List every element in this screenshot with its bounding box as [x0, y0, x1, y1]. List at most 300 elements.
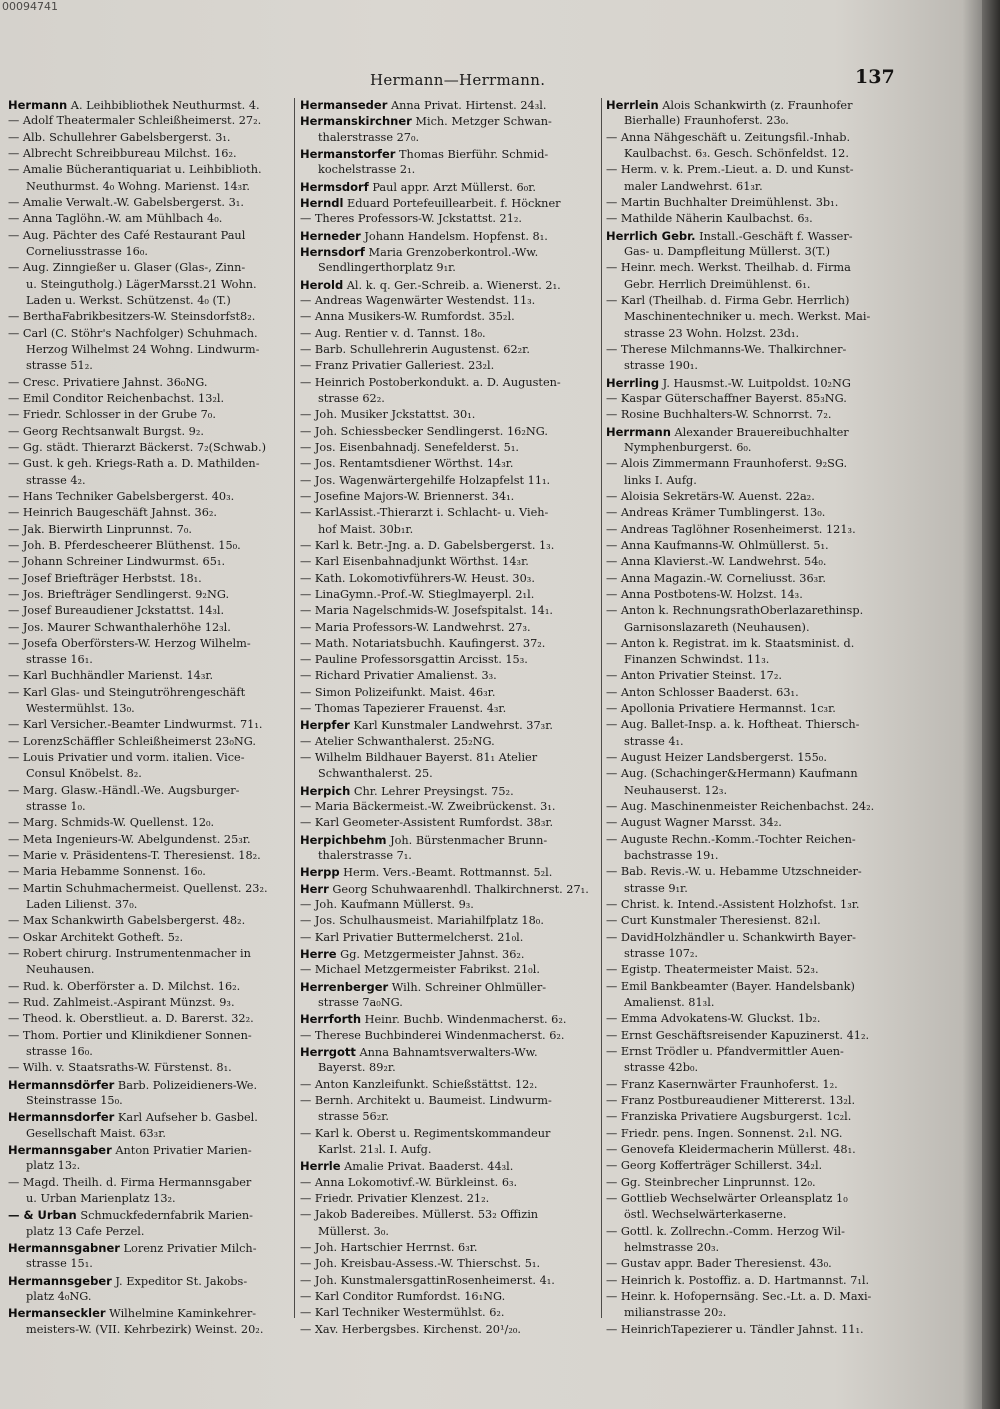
- entry-text: Joh. Bürstenmacher Brunn-: [386, 833, 548, 847]
- entry-line: [8, 538, 290, 554]
- entry-line: [606, 162, 898, 178]
- entry-text: — Johann Schreiner Lindwurmst. 65₁.: [8, 555, 226, 569]
- entry-line: [8, 407, 290, 423]
- entry-continuation-line: [8, 244, 290, 260]
- entry-text: — Therese Buchbinderei Windenmacherst. 6₂.: [300, 1028, 565, 1042]
- page-number: 137: [855, 66, 895, 88]
- surname: Herrlich Gebr.: [606, 228, 696, 243]
- column-1: [8, 97, 290, 1338]
- entry-text: — Xav. Herbergsbes. Kirchenst. 20¹/₂₀.: [300, 1322, 521, 1336]
- entry-line: [606, 505, 898, 521]
- entry-text: Thomas Bierführ. Schmid-: [395, 147, 549, 161]
- entry-text: — Josef Briefträger Herbstst. 18₁.: [8, 571, 202, 585]
- entry-continuation-line: [606, 881, 898, 897]
- entry-line: [8, 522, 290, 538]
- entry-line: [606, 293, 898, 309]
- entry-line: [8, 260, 290, 276]
- entry-continuation-line: [8, 1158, 290, 1174]
- entry-heading-line: [8, 1305, 290, 1321]
- entry-text: — Cresc. Privatiere Jahnst. 36₀NG.: [8, 375, 208, 389]
- surname: Hermanseder: [300, 98, 388, 112]
- column-divider-2: [601, 98, 602, 1318]
- entry-text: strasse 56₂r.: [318, 1110, 389, 1124]
- entry-text: — Wilhelm Bildhauer Bayerst. 81₁ Atelier: [300, 751, 538, 765]
- surname: Herre: [300, 947, 337, 962]
- entry-continuation-line: [606, 1060, 898, 1076]
- entry-line: [8, 162, 290, 178]
- entry-text: Lorenz Privatier Milch-: [119, 1241, 257, 1255]
- entry-line: [300, 1305, 598, 1321]
- entry-line: [8, 146, 290, 162]
- entry-text: strasse 16₁.: [26, 653, 93, 667]
- entry-text: — Friedr. Privatier Klenzest. 21₂.: [300, 1191, 490, 1205]
- entry-line: [606, 799, 898, 815]
- entry-text: — Louis Privatier und vorm. italien. Vice-: [8, 751, 245, 765]
- book-edge: [982, 0, 1000, 1409]
- surname: Hermannsgeber: [8, 1273, 112, 1288]
- surname: Herndl: [300, 195, 344, 210]
- entry-line: [606, 489, 898, 505]
- entry-text: — Joh. Kreisbau-Assess.-W. Thierschst. 5₁.: [300, 1257, 541, 1271]
- entry-continuation-line: [606, 848, 898, 864]
- entry-continuation-line: [606, 309, 898, 325]
- entry-text: Finanzen Schwindst. 11₃.: [624, 653, 770, 667]
- entry-text: Alexander Brauereibuchhalter: [670, 425, 849, 439]
- surname: Hermanseckler: [8, 1306, 106, 1321]
- entry-line: [606, 1093, 898, 1109]
- surname: Herrlein: [606, 98, 659, 112]
- entry-text: — Gg. städt. Thierarzt Bäckerst. 7₂(Schwab.): [8, 440, 266, 454]
- entry-text: — Emma Advokatens-W. Gluckst. 1b₂.: [606, 1012, 821, 1026]
- entry-heading-line: [606, 97, 898, 113]
- entry-continuation-line: [606, 1305, 898, 1321]
- entry-heading-line: [300, 244, 598, 260]
- surname: Herpp: [300, 865, 340, 880]
- entry-text: strasse 9₁r.: [624, 881, 688, 895]
- entry-text: — Pauline Professorsgattin Arcisst. 15₃.: [300, 653, 528, 667]
- entry-text: — Christ. k. Intend.-Assistent Holzhofst. 1₃r.: [606, 898, 860, 912]
- entry-text: — Emil Bankbeamter (Bayer. Handelsbank): [606, 979, 855, 993]
- entry-text: Maschinentechniker u. mech. Werkst. Mai-: [624, 310, 871, 324]
- entry-line: [300, 554, 598, 570]
- entry-text: Alois Schankwirth (z. Fraunhofer: [658, 99, 853, 112]
- entry-continuation-line: [300, 260, 598, 276]
- entry-text: — Gottl. k. Zollrechn.-Comm. Herzog Wil-: [606, 1224, 845, 1238]
- entry-text: — Thom. Portier und Klinikdiener Sonnen-: [8, 1028, 252, 1042]
- entry-line: [300, 309, 598, 325]
- surname: Hermannsgabner: [8, 1240, 120, 1255]
- entry-text: — Kaspar Güterschaffner Bayerst. 85₃NG.: [606, 391, 847, 405]
- entry-line: [8, 946, 290, 962]
- entry-heading-line: [300, 717, 598, 733]
- entry-text: — Ernst Trödler u. Pfandvermittler Auen-: [606, 1045, 844, 1059]
- entry-heading-line: [300, 864, 598, 880]
- entry-text: Install.-Geschäft f. Wasser-: [695, 229, 853, 243]
- entry-line: [300, 407, 598, 423]
- entry-text: — Robert chirurg. Instrumentenmacher in: [8, 947, 251, 961]
- entry-text: Chr. Lehrer Preysingst. 75₂.: [350, 784, 514, 798]
- entry-text: — Aug. Pächter des Café Restaurant Paul: [8, 228, 246, 242]
- surname: Herrling: [606, 375, 660, 390]
- entry-line: [300, 538, 598, 554]
- entry-text: — Magd. Theilh. d. Firma Hermannsgaber: [8, 1175, 252, 1189]
- entry-text: Anna Bahnamtsverwalters-Ww.: [355, 1046, 538, 1060]
- entry-text: strasse 23 Wohn. Holzst. 23d₁.: [624, 326, 800, 340]
- entry-continuation-line: [8, 179, 290, 195]
- entry-text: — Anton Schlosser Baaderst. 63₁.: [606, 685, 799, 699]
- entry-line: [300, 1175, 598, 1191]
- entry-text: — Anna Lokomotivf.-W. Bürkleinst. 6₃.: [300, 1175, 518, 1189]
- entry-line: [8, 1028, 290, 1044]
- entry-text: — BerthaFabrikbesitzers-W. Steinsdorfst8₂.: [8, 310, 256, 324]
- entry-text: milianstrasse 20₂.: [624, 1306, 727, 1320]
- entry-heading-line: [300, 146, 598, 162]
- entry-text: Heinr. Buchb. Windenmacherst. 6₂.: [361, 1013, 567, 1027]
- entry-text: — Anton k. Registrat. im k. Staatsminist. d.: [606, 636, 855, 650]
- entry-line: [606, 685, 898, 701]
- entry-text: J. Expeditor St. Jakobs-: [111, 1274, 248, 1288]
- entry-continuation-line: [606, 946, 898, 962]
- entry-continuation-line: [606, 652, 898, 668]
- entry-text: helmstrasse 20₃.: [624, 1240, 720, 1254]
- entry-line: [300, 358, 598, 374]
- entry-text: — Michael Metzgermeister Fabrikst. 21₀l.: [300, 963, 540, 977]
- entry-line: [300, 211, 598, 227]
- entry-continuation-line: [606, 995, 898, 1011]
- entry-line: [8, 1011, 290, 1027]
- entry-line: [300, 1093, 598, 1109]
- entry-continuation-line: [606, 783, 898, 799]
- entry-line: [606, 897, 898, 913]
- entry-text: — Jakob Badereibes. Müllerst. 53₂ Offizin: [300, 1208, 539, 1222]
- entry-text: A. Leihbibliothek Neuthurmst. 4.: [67, 99, 260, 112]
- running-head: Hermann—Herrmann.: [370, 71, 546, 89]
- archive-id: 00094741: [2, 0, 58, 13]
- entry-line: [300, 734, 598, 750]
- entry-text: — Anna Postbotens-W. Holzst. 14₃.: [606, 587, 803, 601]
- entry-line: [8, 815, 290, 831]
- entry-line: [606, 1109, 898, 1125]
- entry-continuation-line: [300, 766, 598, 782]
- entry-text: — DavidHolzhändler u. Schankwirth Bayer-: [606, 930, 856, 944]
- entry-continuation-line: [300, 848, 598, 864]
- entry-text: — Atelier Schwanthalerst. 25₂NG.: [300, 734, 495, 748]
- entry-line: [8, 734, 290, 750]
- entry-line: [300, 424, 598, 440]
- entry-continuation-line: [8, 701, 290, 717]
- entry-continuation-line: [8, 277, 290, 293]
- entry-line: [8, 832, 290, 848]
- entry-text: — Wilh. v. Staatsraths-W. Fürstenst. 8₁.: [8, 1061, 232, 1075]
- entry-text: u. Steingutholg.) LägerMarsst.21 Wohn.: [26, 277, 257, 291]
- entry-text: — Rud. k. Oberförster a. D. Milchst. 16₂.: [8, 979, 241, 993]
- entry-line: [300, 685, 598, 701]
- entry-continuation-line: [8, 652, 290, 668]
- entry-text: — Joh. Kaufmann Müllerst. 9₃.: [300, 898, 474, 912]
- entry-text: — Karl Geometer-Assistent Rumfordst. 38₃r.: [300, 816, 554, 830]
- entry-text: strasse 4₁.: [624, 734, 684, 748]
- entry-heading-line: [300, 1044, 598, 1060]
- entry-line: [300, 505, 598, 521]
- entry-text: — Theres Professors-W. Jckstattst. 21₂.: [300, 212, 523, 226]
- entry-text: — Amalie Verwalt.-W. Gabelsbergerst. 3₁.: [8, 195, 244, 209]
- entry-line: [606, 407, 898, 423]
- entry-text: strasse 107₂.: [624, 947, 699, 961]
- entry-line: [300, 930, 598, 946]
- entry-continuation-line: [606, 113, 898, 129]
- entry-text: Herm. Vers.-Beamt. Rottmannst. 5₂l.: [339, 866, 553, 880]
- entry-text: Nymphenburgerst. 6₀.: [624, 440, 752, 454]
- entry-text: Westermühlst. 13₀.: [26, 702, 135, 716]
- entry-text: thalerstrasse 27₀.: [318, 130, 420, 144]
- entry-line: [8, 995, 290, 1011]
- entry-text: — Anna Klavierst.-W. Landwehrst. 54₀.: [606, 555, 827, 569]
- entry-line: [606, 391, 898, 407]
- entry-text: — Gg. Steinbrecher Linprunnst. 12₀.: [606, 1175, 816, 1189]
- entry-line: [606, 1191, 898, 1207]
- entry-text: Müllerst. 3₀.: [318, 1224, 389, 1238]
- entry-text: — Aloisia Sekretärs-W. Auenst. 22a₂.: [606, 489, 815, 503]
- entry-line: [8, 391, 290, 407]
- entry-continuation-line: [8, 799, 290, 815]
- entry-text: — Karl (Theilhab. d. Firma Gebr. Herrlich): [606, 293, 850, 307]
- entry-line: [606, 1126, 898, 1142]
- entry-line: [300, 1322, 598, 1338]
- entry-text: — Maria Nagelschmids-W. Josefspitalst. 14₁.: [300, 604, 553, 618]
- entry-text: Schwanthalerst. 25.: [318, 767, 433, 781]
- entry-text: — Friedr. pens. Ingen. Sonnenst. 2₁l. NG.: [606, 1126, 843, 1140]
- entry-line: [606, 1011, 898, 1027]
- entry-continuation-line: [300, 1142, 598, 1158]
- entry-text: Karl Kunstmaler Landwehrst. 37₃r.: [349, 719, 553, 733]
- entry-continuation-line: [8, 358, 290, 374]
- entry-line: [606, 750, 898, 766]
- entry-text: — Andreas Krämer Tumblingerst. 13₀.: [606, 506, 826, 520]
- entry-text: — Anna Nähgeschäft u. Zeitungsfil.-Inhab.: [606, 130, 851, 144]
- entry-text: platz 4₀NG.: [26, 1289, 92, 1303]
- entry-line: [8, 228, 290, 244]
- entry-text: — Anton Kanzleifunkt. Schießstättst. 12₂.: [300, 1077, 538, 1091]
- entry-text: Georg Schuhwaarenhdl. Thalkirchnerst. 27₁.: [328, 882, 589, 896]
- entry-line: [300, 897, 598, 913]
- entry-text: — Franz Postbureaudiener Mittererst. 13₂l.: [606, 1094, 856, 1108]
- entry-continuation-line: [8, 766, 290, 782]
- entry-text: Gesellschaft Maist. 63₃r.: [26, 1126, 166, 1140]
- entry-line: [8, 571, 290, 587]
- entry-text: — Franz Kasernwärter Fraunhoferst. 1₂.: [606, 1077, 838, 1091]
- entry-line: [300, 815, 598, 831]
- entry-text: — Joh. Schiessbecker Sendlingerst. 16₂NG.: [300, 424, 548, 438]
- entry-text: — Mathilde Näherin Kaulbachst. 6₃.: [606, 212, 813, 226]
- entry-text: thalerstrasse 7₁.: [318, 849, 412, 863]
- entry-line: [8, 440, 290, 456]
- entry-text: Paul appr. Arzt Müllerst. 6₀r.: [368, 180, 536, 194]
- entry-text: — LinaGymn.-Prof.-W. Stieglmayerpl. 2₁l.: [300, 587, 535, 601]
- entry-text: — Joh. KunstmalersgattinRosenheimerst. 4₁.: [300, 1273, 555, 1287]
- entry-line: [606, 962, 898, 978]
- surname: Herrle: [300, 1159, 341, 1174]
- entry-text: maler Landwehrst. 61₃r.: [624, 179, 763, 193]
- entry-line: [606, 1175, 898, 1191]
- entry-continuation-line: [606, 146, 898, 162]
- entry-line: [606, 832, 898, 848]
- entry-text: — Heinr. mech. Werkst. Theilhab. d. Firma: [606, 261, 851, 275]
- entry-line: [606, 1142, 898, 1158]
- entry-text: — Thomas Tapezierer Frauenst. 4₃r.: [300, 702, 507, 716]
- entry-text: — Rosine Buchhalters-W. Schnorrst. 7₂.: [606, 408, 832, 422]
- entry-line: [8, 685, 290, 701]
- entry-text: — Anna Musikers-W. Rumfordst. 35₂l.: [300, 310, 515, 324]
- entry-continuation-line: [300, 162, 598, 178]
- entry-heading-line: [300, 228, 598, 244]
- entry-heading-line: [300, 946, 598, 962]
- entry-continuation-line: [8, 342, 290, 358]
- entry-line: [606, 456, 898, 472]
- entry-continuation-line: [8, 1322, 290, 1338]
- entry-text: strasse 1₀.: [26, 800, 86, 814]
- entry-heading-line: [300, 1158, 598, 1174]
- entry-continuation-line: [300, 522, 598, 538]
- entry-line: [8, 603, 290, 619]
- entry-text: — Maria Professors-W. Landwehrst. 27₃.: [300, 620, 531, 634]
- entry-line: [8, 881, 290, 897]
- entry-text: — Math. Notariatsbuchh. Kaufingerst. 37₂.: [300, 636, 546, 650]
- entry-text: — Emil Conditor Reichenbachst. 13₂l.: [8, 391, 225, 405]
- entry-line: [8, 783, 290, 799]
- entry-heading-line: [606, 375, 898, 391]
- entry-heading-line: [300, 881, 598, 897]
- entry-text: — Ernst Geschäftsreisender Kapuzinerst. 41₂.: [606, 1028, 870, 1042]
- entry-line: [300, 326, 598, 342]
- entry-line: [606, 1158, 898, 1174]
- entry-heading-line: [300, 783, 598, 799]
- entry-line: [8, 211, 290, 227]
- entry-text: — Aug. (Schachinger&Hermann) Kaufmann: [606, 767, 858, 781]
- entry-text: — Josefine Majors-W. Briennerst. 34₁.: [300, 489, 515, 503]
- entry-continuation-line: [606, 473, 898, 489]
- entry-text: Amalienst. 81₃l.: [624, 996, 715, 1010]
- entry-line: [606, 260, 898, 276]
- entry-line: [300, 587, 598, 603]
- entry-text: — Max Schankwirth Gabelsbergerst. 48₂.: [8, 914, 246, 928]
- entry-line: [300, 1273, 598, 1289]
- entry-text: Sendlingerthorplatz 9₁r.: [318, 261, 456, 275]
- entry-line: [8, 489, 290, 505]
- entry-text: — Heinrich Postoberkondukt. a. D. Augusten-: [300, 375, 561, 389]
- entry-continuation-line: [606, 244, 898, 260]
- entry-text: — Rud. Zahlmeist.-Aspirant Münzst. 9₃.: [8, 996, 235, 1010]
- entry-line: [300, 1240, 598, 1256]
- entry-continuation-line: [606, 277, 898, 293]
- entry-text: — Karl Buchhändler Marienst. 14₃r.: [8, 669, 214, 683]
- entry-heading-line: [8, 1273, 290, 1289]
- entry-line: [8, 1175, 290, 1191]
- entry-text: — Meta Ingenieurs-W. Abelgundenst. 25₃r.: [8, 832, 251, 846]
- entry-text: u. Urban Marienplatz 13₂.: [26, 1191, 176, 1205]
- entry-line: [300, 1191, 598, 1207]
- entry-line: [606, 211, 898, 227]
- entry-text: — Martin Buchhalter Dreimühlenst. 3b₁.: [606, 195, 839, 209]
- entry-continuation-line: [8, 1256, 290, 1272]
- entry-text: Karl Aufseher b. Gasbel.: [114, 1111, 258, 1125]
- entry-text: — Joh. Hartschier Herrnst. 6₃r.: [300, 1240, 478, 1254]
- entry-text: — Anton Privatier Steinst. 17₂.: [606, 669, 782, 683]
- entry-text: bachstrasse 19₁.: [624, 849, 719, 863]
- entry-line: [8, 913, 290, 929]
- entry-text: — Theod. k. Oberstlieut. a. D. Barerst. 32₂.: [8, 1012, 254, 1026]
- entry-heading-line: [606, 228, 898, 244]
- entry-text: platz 13 Cafe Perzel.: [26, 1224, 145, 1238]
- entry-text: — Marg. Glasw.-Händl.-We. Augsburger-: [8, 783, 240, 797]
- entry-line: [606, 587, 898, 603]
- entry-continuation-line: [8, 1224, 290, 1240]
- entry-continuation-line: [8, 473, 290, 489]
- entry-text: — Amalie Bücherantiquariat u. Leihbiblioth.: [8, 163, 262, 177]
- entry-text: — Oskar Architekt Gotheft. 5₂.: [8, 930, 184, 944]
- surname: Hernsdorf: [300, 244, 365, 259]
- entry-text: — Karl Conditor Rumfordst. 16₁NG.: [300, 1289, 506, 1303]
- entry-line: [8, 864, 290, 880]
- entry-line: [8, 636, 290, 652]
- entry-text: — Jos. Rentamtsdiener Wörthst. 14₃r.: [300, 457, 514, 471]
- surname: Hermann: [8, 98, 68, 112]
- entry-line: [300, 799, 598, 815]
- entry-text: strasse 51₂.: [26, 359, 93, 373]
- entry-text: Laden Lilienst. 37₀.: [26, 898, 138, 912]
- entry-line: [606, 342, 898, 358]
- entry-text: — Hans Techniker Gabelsbergerst. 40₃.: [8, 489, 235, 503]
- entry-text: — Anna Kaufmanns-W. Ohlmüllerst. 5₁.: [606, 538, 829, 552]
- entry-text: — Karl Glas- und Steingutröhrengeschäft: [8, 685, 246, 699]
- entry-text: — Apollonia Privatiere Hermannst. 1c₃r.: [606, 702, 836, 716]
- entry-text: — August Wagner Marsst. 34₂.: [606, 816, 782, 830]
- entry-text: Neuthurmst. 4₀ Wohng. Marienst. 14₃r.: [26, 179, 250, 193]
- entry-heading-line: [8, 1077, 290, 1093]
- surname: Herpfer: [300, 718, 350, 733]
- column-2: [300, 97, 598, 1338]
- entry-text: hof Maist. 30b₁r.: [318, 522, 414, 536]
- surname: Herrforth: [300, 1012, 362, 1027]
- entry-text: — Karl Privatier Buttermelcherst. 21₀l.: [300, 930, 524, 944]
- entry-continuation-line: [606, 179, 898, 195]
- entry-heading-line: [8, 1109, 290, 1125]
- entry-text: Laden u. Werkst. Schützenst. 4₀ (T.): [26, 293, 231, 307]
- entry-continuation-line: [8, 962, 290, 978]
- entry-text: strasse 7a₀NG.: [318, 996, 403, 1010]
- entry-text: — LorenzSchäffler Schleißheimerst 23₀NG.: [8, 734, 256, 748]
- entry-text: kochelstrasse 2₁.: [318, 163, 416, 177]
- entry-text: — Joh. B. Pferdescheerer Blüthenst. 15₀.: [8, 538, 241, 552]
- entry-text: — Friedr. Schlosser in der Grube 7₀.: [8, 408, 216, 422]
- entry-line: [8, 750, 290, 766]
- entry-line: [606, 1044, 898, 1060]
- entry-text: — Franz Privatier Galleriest. 23₂l.: [300, 359, 495, 373]
- entry-text: — Josefa Oberförsters-W. Herzog Wilhelm-: [8, 636, 251, 650]
- entry-continuation-line: [606, 620, 898, 636]
- entry-line: [8, 113, 290, 129]
- entry-line: [8, 375, 290, 391]
- entry-line: [606, 979, 898, 995]
- surname: Herpichbehm: [300, 832, 387, 847]
- entry-text: — Aug. Zinngießer u. Glaser (Glas-, Zinn-: [8, 261, 246, 275]
- column-divider-1: [294, 98, 295, 1318]
- entry-line: [606, 766, 898, 782]
- entry-line: [606, 930, 898, 946]
- entry-line: [606, 864, 898, 880]
- entry-text: — Heinr. k. Hofopernsäng. Sec.-Lt. a. D. Maxi-: [606, 1289, 872, 1303]
- entry-continuation-line: [606, 326, 898, 342]
- entry-heading-line: [300, 179, 598, 195]
